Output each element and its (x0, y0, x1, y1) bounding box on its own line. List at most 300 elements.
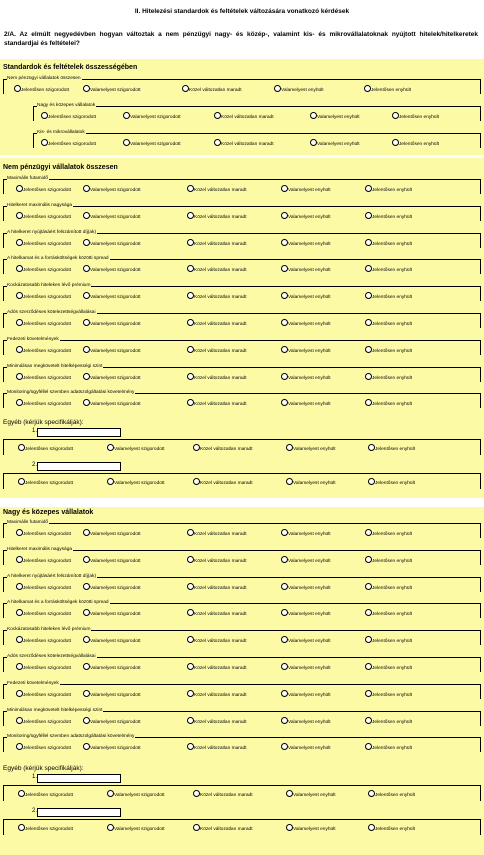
criterion-group (3, 680, 481, 699)
radio-button[interactable] (83, 690, 90, 697)
opt-valamelyest-szigorodott[interactable] (123, 139, 181, 148)
opt-jelentosen-szigorodott[interactable] (16, 663, 71, 672)
radio-button[interactable] (41, 112, 48, 119)
radio-row (4, 529, 480, 537)
opt-jelentosen-enyhult[interactable] (365, 663, 412, 672)
opt-kozel-valtozatlan[interactable] (193, 790, 253, 799)
radio-button[interactable] (214, 112, 221, 119)
opt-kozel-valtozatlan[interactable] (187, 319, 247, 328)
radio-button[interactable] (16, 690, 23, 697)
opt-jelentosen-szigorodott[interactable] (18, 478, 73, 487)
radio-button[interactable] (83, 292, 90, 299)
radio-button[interactable] (364, 85, 371, 92)
opt-valamelyest-enyhult[interactable] (281, 212, 331, 221)
radio-button[interactable] (281, 265, 288, 272)
radio-button[interactable] (310, 112, 317, 119)
opt-jelentosen-enyhult[interactable] (365, 609, 412, 618)
radio-button[interactable] (187, 636, 194, 643)
opt-jelentosen-szigorodott[interactable] (16, 346, 71, 355)
radio-button[interactable] (193, 478, 200, 485)
radio-button[interactable] (187, 185, 194, 192)
section-nem-penzugyi (0, 158, 484, 498)
option-label: Közel változatlan maradt (194, 295, 247, 301)
radio-button[interactable] (187, 743, 194, 750)
radio-button[interactable] (187, 265, 194, 272)
opt-valamelyest-enyhult[interactable] (281, 239, 331, 248)
opt-jelentosen-enyhult[interactable] (365, 185, 412, 194)
opt-kozel-valtozatlan[interactable] (193, 478, 253, 487)
radio-button[interactable] (83, 265, 90, 272)
form-title: II. Hitelezési standardok és feltételek változására vonatkozó kérdések (134, 8, 350, 15)
radio-button[interactable] (83, 399, 90, 406)
radio-button[interactable] (107, 478, 114, 485)
opt-valamelyest-enyhult[interactable] (286, 824, 336, 833)
opt-jelentosen-szigorodott[interactable] (16, 399, 71, 408)
opt-jelentosen-enyhult[interactable] (365, 583, 412, 592)
option-label: Valamelyest enyhült (288, 639, 331, 645)
radio-button[interactable] (365, 636, 372, 643)
opt-jelentosen-szigorodott[interactable] (16, 529, 71, 538)
opt-valamelyest-szigorodott[interactable] (83, 529, 141, 538)
opt-jelentosen-enyhult[interactable] (365, 743, 412, 752)
radio-button[interactable] (187, 529, 194, 536)
opt-jelentosen-enyhult[interactable] (368, 790, 415, 799)
radio-button[interactable] (281, 636, 288, 643)
opt-valamelyest-szigorodott[interactable] (83, 292, 141, 301)
radio-button[interactable] (281, 609, 288, 616)
other-number: 1. (32, 428, 38, 434)
radio-button[interactable] (187, 583, 194, 590)
radio-button[interactable] (123, 112, 130, 119)
radio-button[interactable] (16, 373, 23, 380)
opt-kozel-valtozatlan[interactable] (187, 609, 247, 618)
radio-button[interactable] (281, 373, 288, 380)
opt-jelentosen-szigorodott[interactable] (18, 824, 73, 833)
opt-jelentosen-szigorodott[interactable] (16, 690, 71, 699)
radio-button[interactable] (83, 583, 90, 590)
opt-jelentosen-szigorodott[interactable] (16, 239, 71, 248)
option-label: Közel változatlan maradt (194, 322, 247, 327)
radio-button[interactable] (83, 239, 90, 246)
radio-button[interactable] (193, 824, 200, 831)
criterion-group (3, 627, 481, 645)
opt-jelentosen-szigorodott[interactable] (41, 139, 96, 148)
opt-jelentosen-szigorodott[interactable] (14, 85, 69, 94)
opt-valamelyest-szigorodott[interactable] (83, 399, 141, 408)
opt-valamelyest-szigorodott[interactable] (123, 112, 181, 121)
radio-button[interactable] (83, 529, 90, 536)
radio-button[interactable] (286, 790, 293, 797)
opt-jelentosen-szigorodott[interactable] (16, 717, 71, 726)
radio-button[interactable] (187, 373, 194, 380)
radio-button[interactable] (16, 346, 23, 353)
radio-button[interactable] (365, 690, 372, 697)
opt-valamelyest-enyhult[interactable] (281, 636, 331, 645)
option-label: Jelentősen enyhült (375, 827, 416, 832)
opt-valamelyest-enyhult[interactable] (281, 373, 331, 382)
radio-button[interactable] (83, 319, 90, 326)
radio-button[interactable] (16, 265, 23, 272)
radio-button[interactable] (392, 112, 399, 119)
radio-button[interactable] (18, 824, 25, 831)
radio-button[interactable] (18, 444, 25, 451)
other-label: Egyéb (kérjük specifikálják): (3, 765, 84, 772)
opt-valamelyest-szigorodott[interactable] (107, 478, 165, 487)
opt-jelentosen-enyhult[interactable] (365, 529, 412, 538)
opt-valamelyest-enyhult[interactable] (286, 790, 336, 799)
other-text-field[interactable] (37, 808, 121, 817)
opt-jelentosen-enyhult[interactable] (365, 717, 412, 726)
opt-valamelyest-szigorodott[interactable] (83, 239, 141, 248)
radio-button[interactable] (123, 139, 130, 146)
radio-button[interactable] (182, 85, 189, 92)
radio-button[interactable] (41, 139, 48, 146)
radio-button[interactable] (286, 478, 293, 485)
opt-jelentosen-enyhult[interactable] (365, 556, 412, 565)
opt-jelentosen-enyhult[interactable] (368, 824, 415, 833)
opt-kozel-valtozatlan[interactable] (187, 373, 247, 382)
radio-button[interactable] (286, 444, 293, 451)
opt-kozel-valtozatlan[interactable] (187, 690, 247, 699)
opt-jelentosen-szigorodott[interactable] (16, 636, 71, 645)
opt-jelentosen-szigorodott[interactable] (16, 265, 71, 274)
other-text-field[interactable] (37, 774, 121, 783)
radio-button[interactable] (187, 346, 194, 353)
opt-valamelyest-szigorodott[interactable] (83, 85, 141, 94)
radio-button[interactable] (187, 239, 194, 246)
opt-jelentosen-szigorodott[interactable] (16, 583, 71, 592)
opt-valamelyest-szigorodott[interactable] (83, 556, 141, 565)
radio-button[interactable] (281, 239, 288, 246)
opt-valamelyest-szigorodott[interactable] (83, 346, 141, 355)
radio-button[interactable] (281, 346, 288, 353)
radio-button[interactable] (193, 444, 200, 451)
option-label: Jelentősen enyhült (375, 481, 416, 486)
radio-button[interactable] (107, 824, 114, 831)
radio-button[interactable] (365, 529, 372, 536)
option-label: Jelentősen szigorodott (23, 719, 71, 725)
opt-jelentosen-enyhult[interactable] (365, 319, 412, 328)
opt-jelentosen-szigorodott[interactable] (16, 609, 71, 618)
opt-jelentosen-enyhult[interactable] (368, 478, 415, 487)
opt-jelentosen-szigorodott[interactable] (18, 790, 73, 799)
radio-button[interactable] (16, 529, 23, 536)
criterion-group (3, 176, 481, 194)
opt-valamelyest-szigorodott[interactable] (83, 663, 141, 672)
radio-button[interactable] (83, 609, 90, 616)
radio-button[interactable] (281, 399, 288, 406)
opt-valamelyest-szigorodott[interactable] (83, 743, 141, 752)
radio-button[interactable] (365, 292, 372, 299)
opt-valamelyest-szigorodott[interactable] (83, 717, 141, 726)
opt-jelentosen-enyhult[interactable] (365, 292, 412, 301)
option-label: Valamelyest szigorodott (90, 88, 141, 93)
opt-jelentosen-enyhult[interactable] (365, 346, 412, 355)
opt-valamelyest-enyhult[interactable] (281, 717, 331, 726)
opt-kozel-valtozatlan[interactable] (187, 529, 247, 538)
opt-kozel-valtozatlan[interactable] (193, 444, 253, 453)
opt-valamelyest-enyhult[interactable] (286, 478, 336, 487)
radio-button[interactable] (365, 319, 372, 326)
option-label: Jelentősen szigorodott (25, 447, 73, 452)
opt-valamelyest-enyhult[interactable] (281, 265, 331, 274)
opt-valamelyest-enyhult[interactable] (281, 529, 331, 538)
radio-button[interactable] (281, 717, 288, 724)
radio-button[interactable] (83, 346, 90, 353)
opt-jelentosen-szigorodott[interactable] (41, 112, 96, 121)
radio-button[interactable] (83, 717, 90, 724)
opt-valamelyest-enyhult[interactable] (274, 85, 324, 94)
radio-button[interactable] (107, 790, 114, 797)
radio-button[interactable] (16, 319, 23, 326)
radio-button[interactable] (16, 663, 23, 670)
radio-button[interactable] (83, 85, 90, 92)
radio-button[interactable] (16, 583, 23, 590)
radio-button[interactable] (16, 292, 23, 299)
radio-button[interactable] (281, 583, 288, 590)
option-label: Valamelyest szigorodott (90, 639, 141, 645)
option-label: Valamelyest szigorodott (114, 447, 165, 452)
opt-valamelyest-szigorodott[interactable] (83, 583, 141, 592)
radio-button[interactable] (18, 478, 25, 485)
radio-row (4, 239, 480, 247)
radio-button[interactable] (16, 239, 23, 246)
opt-valamelyest-szigorodott[interactable] (83, 690, 141, 699)
opt-valamelyest-szigorodott[interactable] (83, 319, 141, 328)
option-label: Valamelyest enyhült (288, 241, 331, 247)
radio-button[interactable] (310, 139, 317, 146)
opt-kozel-valtozatlan[interactable] (182, 85, 242, 94)
opt-jelentosen-szigorodott[interactable] (18, 444, 73, 453)
radio-button[interactable] (16, 212, 23, 219)
radio-button[interactable] (392, 139, 399, 146)
opt-valamelyest-szigorodott[interactable] (107, 790, 165, 799)
radio-button[interactable] (16, 636, 23, 643)
opt-kozel-valtozatlan[interactable] (214, 139, 274, 148)
opt-valamelyest-enyhult[interactable] (281, 319, 331, 328)
opt-valamelyest-enyhult[interactable] (281, 583, 331, 592)
radio-button[interactable] (368, 824, 375, 831)
opt-jelentosen-szigorodott[interactable] (16, 319, 71, 328)
radio-button[interactable] (187, 717, 194, 724)
radio-button[interactable] (18, 790, 25, 797)
radio-button[interactable] (187, 609, 194, 616)
opt-valamelyest-enyhult[interactable] (281, 556, 331, 565)
option-label: Valamelyest enyhült (288, 585, 331, 591)
radio-button[interactable] (187, 399, 194, 406)
opt-jelentosen-szigorodott[interactable] (16, 212, 71, 221)
radio-button[interactable] (83, 636, 90, 643)
radio-button[interactable] (365, 212, 372, 219)
radio-button[interactable] (365, 239, 372, 246)
radio-button[interactable] (281, 529, 288, 536)
other-text-field[interactable] (37, 462, 121, 471)
opt-jelentosen-enyhult[interactable] (365, 636, 412, 645)
opt-kozel-valtozatlan[interactable] (187, 556, 247, 565)
opt-kozel-valtozatlan[interactable] (187, 743, 247, 752)
radio-button[interactable] (83, 373, 90, 380)
radio-button[interactable] (281, 743, 288, 750)
opt-valamelyest-szigorodott[interactable] (83, 185, 141, 194)
opt-valamelyest-enyhult[interactable] (281, 346, 331, 355)
option-label: Valamelyest szigorodott (90, 666, 141, 671)
criterion-group (3, 336, 481, 355)
option-label: Jelentősen szigorodott (23, 322, 71, 327)
opt-jelentosen-szigorodott[interactable] (16, 373, 71, 382)
radio-row (4, 478, 480, 486)
radio-button[interactable] (286, 824, 293, 831)
radio-button[interactable] (281, 663, 288, 670)
opt-valamelyest-szigorodott[interactable] (83, 212, 141, 221)
opt-valamelyest-enyhult[interactable] (286, 444, 336, 453)
radio-button[interactable] (214, 139, 221, 146)
opt-valamelyest-enyhult[interactable] (281, 743, 331, 752)
opt-jelentosen-enyhult[interactable] (392, 139, 439, 148)
radio-button[interactable] (14, 85, 21, 92)
opt-valamelyest-szigorodott[interactable] (83, 609, 141, 618)
radio-button[interactable] (365, 663, 372, 670)
opt-kozel-valtozatlan[interactable] (214, 112, 274, 121)
radio-button[interactable] (365, 373, 372, 380)
opt-kozel-valtozatlan[interactable] (187, 399, 247, 408)
radio-button[interactable] (281, 556, 288, 563)
radio-button[interactable] (16, 185, 23, 192)
opt-jelentosen-szigorodott[interactable] (16, 185, 71, 194)
radio-button[interactable] (365, 399, 372, 406)
opt-valamelyest-enyhult[interactable] (281, 690, 331, 699)
radio-button[interactable] (281, 185, 288, 192)
other-text-field[interactable] (37, 428, 121, 437)
radio-button[interactable] (16, 609, 23, 616)
radio-button[interactable] (187, 556, 194, 563)
radio-row (4, 743, 480, 751)
criterion-group (3, 310, 481, 328)
option-label: Valamelyest szigorodott (130, 115, 181, 120)
opt-valamelyest-enyhult[interactable] (281, 185, 331, 194)
radio-row (4, 346, 480, 354)
opt-valamelyest-szigorodott[interactable] (107, 824, 165, 833)
opt-valamelyest-szigorodott[interactable] (83, 373, 141, 382)
radio-button[interactable] (281, 292, 288, 299)
radio-button[interactable] (83, 556, 90, 563)
radio-button[interactable] (83, 663, 90, 670)
option-label: Valamelyest szigorodott (130, 142, 181, 147)
radio-button[interactable] (365, 743, 372, 750)
radio-row (4, 583, 480, 591)
radio-button[interactable] (281, 690, 288, 697)
radio-button[interactable] (16, 556, 23, 563)
opt-kozel-valtozatlan[interactable] (193, 824, 253, 833)
opt-valamelyest-enyhult[interactable] (310, 139, 360, 148)
opt-jelentosen-enyhult[interactable] (392, 112, 439, 121)
opt-kozel-valtozatlan[interactable] (187, 636, 247, 645)
radio-button[interactable] (368, 478, 375, 485)
criterion-label: Kockázatosabb hiteleken lévő prémium (7, 283, 91, 289)
option-label: Jelentősen enyhült (372, 692, 413, 698)
opt-jelentosen-szigorodott[interactable] (16, 743, 71, 752)
option-label: Közel változatlan maradt (194, 639, 247, 645)
question-text: 2/A. Az elmúlt negyedévben hogyan változtak a nem pénzügyi nagy- és közép-, valamint kis- és mikrovállalatoknak nyújtott hitelek/hitelkeretek standardjai és feltételei? (4, 31, 478, 47)
radio-button[interactable] (16, 399, 23, 406)
option-label: Valamelyest enyhült (288, 375, 331, 381)
opt-jelentosen-enyhult[interactable] (368, 444, 415, 453)
opt-valamelyest-enyhult[interactable] (281, 609, 331, 618)
radio-button[interactable] (274, 85, 281, 92)
opt-jelentosen-enyhult[interactable] (365, 212, 412, 221)
radio-button[interactable] (368, 790, 375, 797)
opt-valamelyest-szigorodott[interactable] (83, 265, 141, 274)
option-label: Jelentősen szigorodott (23, 241, 71, 247)
option-label: Valamelyest szigorodott (90, 585, 141, 591)
radio-button[interactable] (365, 265, 372, 272)
opt-jelentosen-enyhult[interactable] (365, 239, 412, 248)
opt-jelentosen-enyhult[interactable] (365, 399, 412, 408)
radio-button[interactable] (187, 319, 194, 326)
opt-kozel-valtozatlan[interactable] (187, 717, 247, 726)
radio-button[interactable] (281, 212, 288, 219)
radio-button[interactable] (193, 790, 200, 797)
radio-button[interactable] (16, 743, 23, 750)
opt-valamelyest-szigorodott[interactable] (83, 636, 141, 645)
radio-button[interactable] (187, 663, 194, 670)
option-label: Közel változatlan maradt (194, 241, 247, 247)
opt-kozel-valtozatlan[interactable] (187, 185, 247, 194)
radio-button[interactable] (107, 444, 114, 451)
option-label: Valamelyest szigorodott (90, 746, 141, 752)
radio-button[interactable] (365, 609, 372, 616)
opt-valamelyest-szigorodott[interactable] (107, 444, 165, 453)
radio-button[interactable] (368, 444, 375, 451)
option-label: Valamelyest szigorodott (90, 295, 141, 301)
opt-kozel-valtozatlan[interactable] (187, 239, 247, 248)
opt-kozel-valtozatlan[interactable] (187, 292, 247, 301)
opt-kozel-valtozatlan[interactable] (187, 346, 247, 355)
radio-row (4, 690, 480, 698)
opt-kozel-valtozatlan[interactable] (187, 265, 247, 274)
opt-valamelyest-enyhult[interactable] (281, 663, 331, 672)
opt-kozel-valtozatlan[interactable] (187, 663, 247, 672)
section-title: Standardok és feltételek összességében (3, 64, 138, 71)
opt-valamelyest-enyhult[interactable] (310, 112, 360, 121)
radio-button[interactable] (83, 212, 90, 219)
radio-button[interactable] (16, 717, 23, 724)
radio-button[interactable] (365, 556, 372, 563)
radio-button[interactable] (83, 743, 90, 750)
opt-valamelyest-enyhult[interactable] (281, 292, 331, 301)
opt-jelentosen-enyhult[interactable] (365, 373, 412, 382)
radio-button[interactable] (365, 717, 372, 724)
opt-jelentosen-szigorodott[interactable] (16, 556, 71, 565)
radio-row (4, 185, 480, 193)
opt-jelentosen-enyhult[interactable] (365, 690, 412, 699)
opt-valamelyest-enyhult[interactable] (281, 399, 331, 408)
radio-button[interactable] (187, 690, 194, 697)
radio-button[interactable] (187, 292, 194, 299)
radio-button[interactable] (187, 212, 194, 219)
radio-button[interactable] (281, 319, 288, 326)
opt-jelentosen-szigorodott[interactable] (16, 292, 71, 301)
opt-kozel-valtozatlan[interactable] (187, 583, 247, 592)
criterion-label: Maximális futamidő (7, 176, 49, 181)
radio-button[interactable] (83, 185, 90, 192)
opt-jelentosen-enyhult[interactable] (364, 85, 411, 94)
opt-jelentosen-enyhult[interactable] (365, 265, 412, 274)
radio-button[interactable] (365, 346, 372, 353)
criterion-group (3, 256, 481, 274)
opt-kozel-valtozatlan[interactable] (187, 212, 247, 221)
radio-button[interactable] (365, 583, 372, 590)
radio-button[interactable] (365, 185, 372, 192)
